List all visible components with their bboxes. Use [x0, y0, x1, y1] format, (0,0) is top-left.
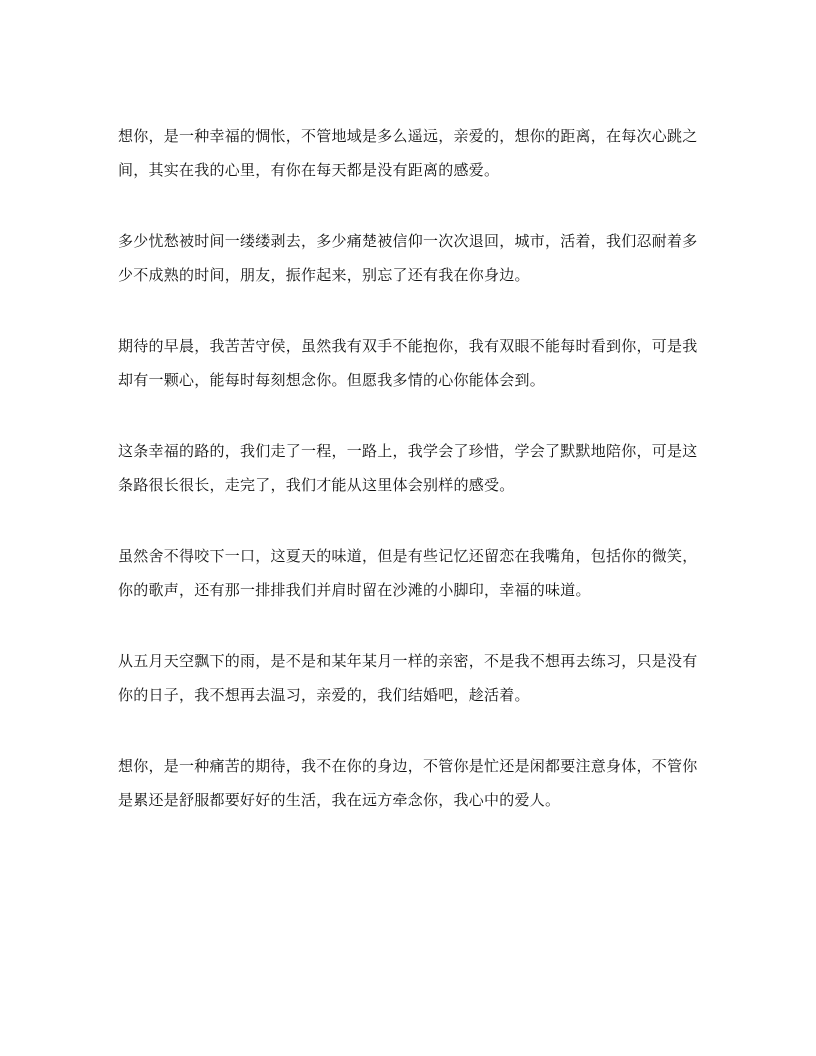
document-body [118, 119, 700, 854]
paragraph-2: 多少忧愁被时间一缕缕剥去，多少痛楚被信仰一次次退回，城市，活着，我们忍耐着多少不成熟的时间，朋友，振作起来，别忘了还有我在你身边。 [118, 232, 698, 284]
paragraph-1: 想你，是一种幸福的惆怅，不管地域是多么遥远，亲爱的，想你的距离，在每次心跳之间，其实在我的心里，有你在每天都是没有距离的感爱。 [118, 127, 698, 179]
paragraph-5: 虽然舍不得咬下一口，这夏天的味道，但是有些记忆还留恋在我嘴角，包括你的微笑，你的歌声，还有那一排排我们并肩时留在沙滩的小脚印，幸福的味道。 [118, 547, 698, 599]
paragraph-3: 期待的早晨，我苦苦守侯，虽然我有双手不能抱你，我有双眼不能每时看到你，可是我却有一颗心，能每时每刻想念你。但愿我多情的心你能体会到。 [118, 337, 698, 389]
paragraph-4: 这条幸福的路的，我们走了一程，一路上，我学会了珍惜，学会了默默地陪你，可是这条路很长很长，走完了，我们才能从这里体会别样的感受。 [118, 442, 698, 494]
paragraph-6: 从五月天空飘下的雨，是不是和某年某月一样的亲密，不是我不想再去练习，只是没有你的日子，我不想再去温习，亲爱的，我们结婚吧，趁活着。 [118, 652, 698, 704]
paragraph-7: 想你，是一种痛苦的期待，我不在你的身边，不管你是忙还是闲都要注意身体，不管你是累还是舒服都要好好的生活，我在远方牵念你，我心中的爱人。 [118, 757, 698, 809]
